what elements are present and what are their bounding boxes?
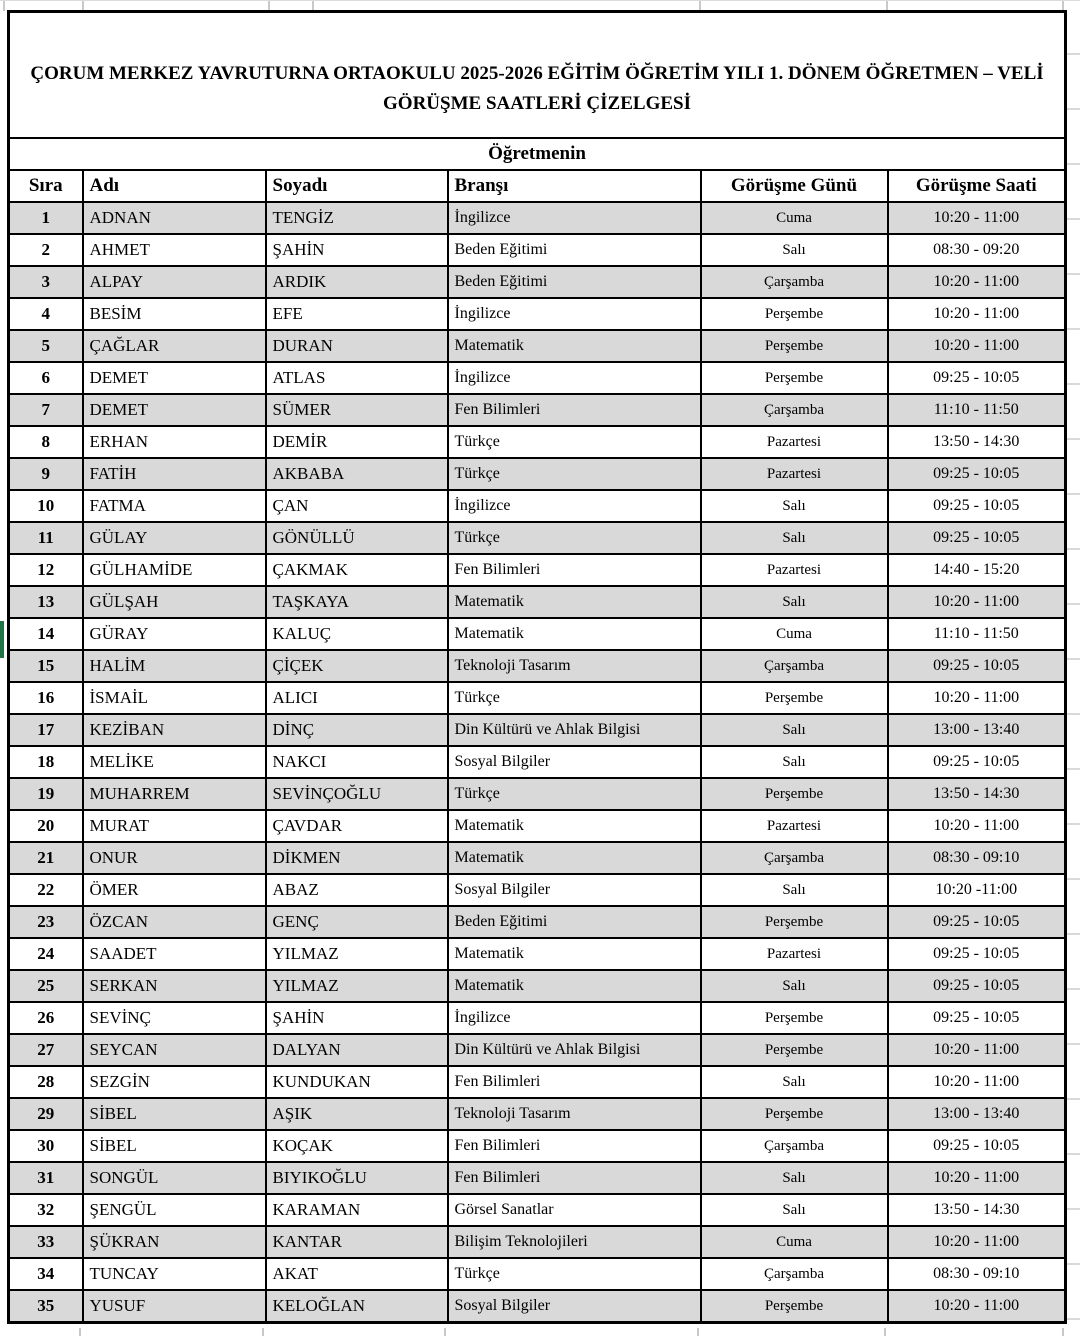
cell-gorusme-gunu: Pazartesi	[701, 458, 888, 490]
table-row	[9, 938, 1066, 970]
cell-soyadi: KANTAR	[266, 1226, 448, 1258]
cell-bransi: Matematik	[448, 970, 701, 1002]
cell-bransi: Türkçe	[448, 426, 701, 458]
cell-bransi: Fen Bilimleri	[448, 1066, 701, 1098]
cell-gorusme-saati: 08:30 - 09:10	[888, 1258, 1066, 1290]
cell-gorusme-gunu: Perşembe	[701, 1098, 888, 1130]
cell-sira: 26	[9, 1002, 83, 1034]
cell-bransi: Fen Bilimleri	[448, 554, 701, 586]
cell-sira: 18	[9, 746, 83, 778]
gridline	[444, 1328, 446, 1336]
cell-soyadi: DEMİR	[266, 426, 448, 458]
cell-adi: SEZGİN	[83, 1066, 266, 1098]
cell-bransi: Din Kültürü ve Ahlak Bilgisi	[448, 714, 701, 746]
cell-adi: TUNCAY	[83, 1258, 266, 1290]
cell-sira: 13	[9, 586, 83, 618]
table-row	[9, 650, 1066, 682]
cell-soyadi: TAŞKAYA	[266, 586, 448, 618]
cell-soyadi: ÇİÇEK	[266, 650, 448, 682]
table-row	[9, 618, 1066, 650]
cell-adi: SİBEL	[83, 1098, 266, 1130]
cell-gorusme-gunu: Çarşamba	[701, 842, 888, 874]
cell-soyadi: NAKCI	[266, 746, 448, 778]
table-row	[9, 970, 1066, 1002]
schedule-table-body	[9, 202, 1066, 1323]
cell-gorusme-saati: 09:25 - 10:05	[888, 1130, 1066, 1162]
cell-adi: ŞENGÜL	[83, 1194, 266, 1226]
title-row	[9, 12, 1066, 139]
cell-soyadi: ÇAKMAK	[266, 554, 448, 586]
cell-gorusme-saati: 09:25 - 10:05	[888, 746, 1066, 778]
cell-gorusme-gunu: Perşembe	[701, 682, 888, 714]
cell-sira: 3	[9, 266, 83, 298]
cell-sira: 2	[9, 234, 83, 266]
cell-gorusme-saati: 10:20 - 11:00	[888, 1226, 1066, 1258]
cell-gorusme-saati: 09:25 - 10:05	[888, 906, 1066, 938]
cell-sira: 31	[9, 1162, 83, 1194]
col-header-gorusme-saati: Görüşme Saati	[888, 170, 1066, 202]
cell-gorusme-gunu: Perşembe	[701, 298, 888, 330]
cell-bransi: Matematik	[448, 938, 701, 970]
gridline	[79, 1328, 81, 1336]
cell-sira: 28	[9, 1066, 83, 1098]
cell-gorusme-gunu: Salı	[701, 874, 888, 906]
cell-adi: ADNAN	[83, 202, 266, 234]
cell-gorusme-gunu: Perşembe	[701, 1034, 888, 1066]
cell-soyadi: AŞIK	[266, 1098, 448, 1130]
cell-bransi: Fen Bilimleri	[448, 1162, 701, 1194]
cell-sira: 12	[9, 554, 83, 586]
cell-gorusme-saati: 13:50 - 14:30	[888, 778, 1066, 810]
cell-adi: ALPAY	[83, 266, 266, 298]
cell-gorusme-gunu: Salı	[701, 970, 888, 1002]
table-row	[9, 1258, 1066, 1290]
table-row	[9, 778, 1066, 810]
cell-sira: 32	[9, 1194, 83, 1226]
cell-adi: ŞÜKRAN	[83, 1226, 266, 1258]
table-row	[9, 266, 1066, 298]
cell-soyadi: DİKMEN	[266, 842, 448, 874]
cell-gorusme-saati: 10:20 - 11:00	[888, 1034, 1066, 1066]
cell-soyadi: DALYAN	[266, 1034, 448, 1066]
cell-sira: 29	[9, 1098, 83, 1130]
cell-soyadi: TENGİZ	[266, 202, 448, 234]
cell-gorusme-saati: 09:25 - 10:05	[888, 362, 1066, 394]
cell-gorusme-gunu: Çarşamba	[701, 266, 888, 298]
cell-bransi: Matematik	[448, 586, 701, 618]
table-row	[9, 586, 1066, 618]
cell-gorusme-gunu: Perşembe	[701, 1290, 888, 1323]
cell-gorusme-gunu: Perşembe	[701, 362, 888, 394]
cell-bransi: Beden Eğitimi	[448, 266, 701, 298]
table-row	[9, 1194, 1066, 1226]
table-row	[9, 906, 1066, 938]
gridline	[1062, 1328, 1064, 1336]
cell-gorusme-gunu: Salı	[701, 1066, 888, 1098]
cell-bransi: Türkçe	[448, 1258, 701, 1290]
table-row	[9, 714, 1066, 746]
cell-soyadi: ATLAS	[266, 362, 448, 394]
cell-adi: MURAT	[83, 810, 266, 842]
table-row	[9, 490, 1066, 522]
table-row	[9, 810, 1066, 842]
cell-gorusme-saati: 13:50 - 14:30	[888, 1194, 1066, 1226]
cell-soyadi: ABAZ	[266, 874, 448, 906]
cell-sira: 17	[9, 714, 83, 746]
cell-sira: 14	[9, 618, 83, 650]
col-header-gorusme-gunu: Görüşme Günü	[701, 170, 888, 202]
cell-gorusme-gunu: Salı	[701, 234, 888, 266]
cell-gorusme-gunu: Salı	[701, 490, 888, 522]
cell-sira: 22	[9, 874, 83, 906]
cell-bransi: Türkçe	[448, 458, 701, 490]
gridline	[3, 1, 5, 11]
cell-sira: 15	[9, 650, 83, 682]
cell-gorusme-saati: 09:25 - 10:05	[888, 1002, 1066, 1034]
cell-adi: SEYCAN	[83, 1034, 266, 1066]
cell-gorusme-saati: 08:30 - 09:20	[888, 234, 1066, 266]
cell-soyadi: KUNDUKAN	[266, 1066, 448, 1098]
cell-soyadi: YILMAZ	[266, 938, 448, 970]
cell-soyadi: DİNÇ	[266, 714, 448, 746]
table-row	[9, 234, 1066, 266]
cell-sira: 21	[9, 842, 83, 874]
cell-adi: ÖZCAN	[83, 906, 266, 938]
page-title	[9, 12, 1066, 139]
cell-sira: 33	[9, 1226, 83, 1258]
cell-gorusme-gunu: Salı	[701, 746, 888, 778]
teacher-schedule-table	[7, 10, 1067, 1324]
cell-sira: 5	[9, 330, 83, 362]
cell-soyadi: BIYIKOĞLU	[266, 1162, 448, 1194]
table-row	[9, 362, 1066, 394]
table-row	[9, 682, 1066, 714]
cell-adi: KEZİBAN	[83, 714, 266, 746]
cell-sira: 11	[9, 522, 83, 554]
cell-soyadi: ÇAN	[266, 490, 448, 522]
cell-gorusme-gunu: Salı	[701, 714, 888, 746]
cell-bransi: Teknoloji Tasarım	[448, 1098, 701, 1130]
cell-sira: 6	[9, 362, 83, 394]
cell-adi: AHMET	[83, 234, 266, 266]
cell-adi: DEMET	[83, 362, 266, 394]
table-row	[9, 1130, 1066, 1162]
cell-soyadi: GENÇ	[266, 906, 448, 938]
cell-gorusme-gunu: Pazartesi	[701, 810, 888, 842]
cell-gorusme-saati: 09:25 - 10:05	[888, 522, 1066, 554]
cell-gorusme-gunu: Perşembe	[701, 906, 888, 938]
cell-sira: 19	[9, 778, 83, 810]
cell-gorusme-saati: 10:20 - 11:00	[888, 298, 1066, 330]
cell-gorusme-gunu: Çarşamba	[701, 650, 888, 682]
partial-next-row	[7, 1328, 1064, 1336]
cell-gorusme-saati: 14:40 - 15:20	[888, 554, 1066, 586]
table-row	[9, 874, 1066, 906]
cell-bransi: Fen Bilimleri	[448, 1130, 701, 1162]
cell-adi: ÖMER	[83, 874, 266, 906]
cell-soyadi: ARDIK	[266, 266, 448, 298]
cell-soyadi: YILMAZ	[266, 970, 448, 1002]
table-row	[9, 1226, 1066, 1258]
cell-adi: YUSUF	[83, 1290, 266, 1323]
cell-soyadi: EFE	[266, 298, 448, 330]
cell-bransi: Görsel Sanatlar	[448, 1194, 701, 1226]
cell-bransi: İngilizce	[448, 202, 701, 234]
cell-adi: SONGÜL	[83, 1162, 266, 1194]
cell-gorusme-saati: 10:20 - 11:00	[888, 682, 1066, 714]
cell-soyadi: AKAT	[266, 1258, 448, 1290]
cell-gorusme-gunu: Salı	[701, 522, 888, 554]
cell-sira: 4	[9, 298, 83, 330]
cell-gorusme-gunu: Pazartesi	[701, 426, 888, 458]
cell-bransi: Matematik	[448, 330, 701, 362]
gridline	[697, 1328, 699, 1336]
cell-adi: BESİM	[83, 298, 266, 330]
cell-soyadi: SEVİNÇOĞLU	[266, 778, 448, 810]
cell-adi: GÜLAY	[83, 522, 266, 554]
cell-adi: İSMAİL	[83, 682, 266, 714]
cell-gorusme-saati: 13:50 - 14:30	[888, 426, 1066, 458]
table-row	[9, 458, 1066, 490]
table-row	[9, 554, 1066, 586]
cell-gorusme-saati: 08:30 - 09:10	[888, 842, 1066, 874]
table-row	[9, 746, 1066, 778]
cell-bransi: Matematik	[448, 618, 701, 650]
cell-bransi: İngilizce	[448, 362, 701, 394]
cell-bransi: Teknoloji Tasarım	[448, 650, 701, 682]
cell-gorusme-saati: 10:20 - 11:00	[888, 1066, 1066, 1098]
cell-adi: SEVİNÇ	[83, 1002, 266, 1034]
cell-adi: ÇAĞLAR	[83, 330, 266, 362]
table-row	[9, 394, 1066, 426]
cell-adi: DEMET	[83, 394, 266, 426]
cell-bransi: Sosyal Bilgiler	[448, 874, 701, 906]
cell-sira: 25	[9, 970, 83, 1002]
cell-bransi: Din Kültürü ve Ahlak Bilgisi	[448, 1034, 701, 1066]
cell-gorusme-gunu: Perşembe	[701, 778, 888, 810]
group-header-row	[9, 138, 1066, 170]
cell-bransi: Türkçe	[448, 778, 701, 810]
cell-gorusme-saati: 13:00 - 13:40	[888, 714, 1066, 746]
cell-adi: ERHAN	[83, 426, 266, 458]
cell-soyadi: ALICI	[266, 682, 448, 714]
page-title-line2: GÖRÜŞME SAATLERİ ÇİZELGESİ	[383, 93, 691, 114]
cell-soyadi: KARAMAN	[266, 1194, 448, 1226]
cell-gorusme-gunu: Çarşamba	[701, 1130, 888, 1162]
cell-sira: 7	[9, 394, 83, 426]
table-row	[9, 426, 1066, 458]
gridline	[262, 1328, 264, 1336]
cell-bransi: Bilişim Teknolojileri	[448, 1226, 701, 1258]
gridline	[884, 1328, 886, 1336]
cell-gorusme-gunu: Cuma	[701, 618, 888, 650]
cell-gorusme-saati: 11:10 - 11:50	[888, 394, 1066, 426]
cell-gorusme-gunu: Pazartesi	[701, 938, 888, 970]
cell-sira: 34	[9, 1258, 83, 1290]
selected-cell-indicator	[0, 621, 4, 658]
cell-gorusme-saati: 09:25 - 10:05	[888, 490, 1066, 522]
cell-sira: 9	[9, 458, 83, 490]
cell-gorusme-saati: 10:20 - 11:00	[888, 586, 1066, 618]
cell-adi: ONUR	[83, 842, 266, 874]
cell-gorusme-gunu: Salı	[701, 586, 888, 618]
cell-sira: 1	[9, 202, 83, 234]
cell-sira: 23	[9, 906, 83, 938]
table-row	[9, 522, 1066, 554]
col-header-adi: Adı	[83, 170, 266, 202]
cell-gorusme-gunu: Pazartesi	[701, 554, 888, 586]
cell-sira: 8	[9, 426, 83, 458]
cell-bransi: Beden Eğitimi	[448, 234, 701, 266]
table-row	[9, 202, 1066, 234]
cell-gorusme-saati: 10:20 - 11:00	[888, 330, 1066, 362]
cell-gorusme-saati: 09:25 - 10:05	[888, 458, 1066, 490]
col-header-soyadi: Soyadı	[266, 170, 448, 202]
cell-gorusme-gunu: Perşembe	[701, 1002, 888, 1034]
table-row	[9, 1002, 1066, 1034]
cell-gorusme-saati: 09:25 - 10:05	[888, 938, 1066, 970]
cell-gorusme-saati: 10:20 - 11:00	[888, 266, 1066, 298]
table-row	[9, 1290, 1066, 1323]
cell-gorusme-saati: 10:20 -11:00	[888, 874, 1066, 906]
cell-bransi: Sosyal Bilgiler	[448, 1290, 701, 1323]
cell-gorusme-gunu: Çarşamba	[701, 1258, 888, 1290]
cell-adi: FATMA	[83, 490, 266, 522]
cell-adi: SAADET	[83, 938, 266, 970]
cell-bransi: İngilizce	[448, 1002, 701, 1034]
col-header-bransi: Branşı	[448, 170, 701, 202]
cell-adi: SERKAN	[83, 970, 266, 1002]
cell-gorusme-saati: 09:25 - 10:05	[888, 650, 1066, 682]
cell-sira: 24	[9, 938, 83, 970]
table-row	[9, 842, 1066, 874]
cell-gorusme-saati: 10:20 - 11:00	[888, 810, 1066, 842]
table-row	[9, 1162, 1066, 1194]
cell-sira: 27	[9, 1034, 83, 1066]
table-row	[9, 1034, 1066, 1066]
cell-gorusme-saati: 13:00 - 13:40	[888, 1098, 1066, 1130]
cell-bransi: Sosyal Bilgiler	[448, 746, 701, 778]
cell-soyadi: GÖNÜLLÜ	[266, 522, 448, 554]
cell-gorusme-gunu: Salı	[701, 1194, 888, 1226]
cell-gorusme-saati: 10:20 - 11:00	[888, 1290, 1066, 1323]
cell-sira: 20	[9, 810, 83, 842]
table-row	[9, 298, 1066, 330]
cell-soyadi: SÜMER	[266, 394, 448, 426]
column-header-row	[9, 170, 1066, 202]
cell-adi: GÜRAY	[83, 618, 266, 650]
cell-bransi: Beden Eğitimi	[448, 906, 701, 938]
group-header-ogretmenin: Öğretmenin	[9, 138, 1066, 170]
cell-bransi: İngilizce	[448, 298, 701, 330]
cell-bransi: İngilizce	[448, 490, 701, 522]
cell-gorusme-gunu: Çarşamba	[701, 394, 888, 426]
cell-soyadi: AKBABA	[266, 458, 448, 490]
cell-sira: 16	[9, 682, 83, 714]
cell-gorusme-saati: 10:20 - 11:00	[888, 1162, 1066, 1194]
cell-soyadi: KALUÇ	[266, 618, 448, 650]
cell-sira: 30	[9, 1130, 83, 1162]
cell-soyadi: KELOĞLAN	[266, 1290, 448, 1323]
cell-soyadi: ÇAVDAR	[266, 810, 448, 842]
cell-adi: GÜLHAMİDE	[83, 554, 266, 586]
cell-adi: FATİH	[83, 458, 266, 490]
cell-bransi: Türkçe	[448, 522, 701, 554]
cell-soyadi: KOÇAK	[266, 1130, 448, 1162]
cell-sira: 10	[9, 490, 83, 522]
col-header-sira: Sıra	[9, 170, 83, 202]
cell-bransi: Türkçe	[448, 682, 701, 714]
cell-bransi: Fen Bilimleri	[448, 394, 701, 426]
cell-adi: MUHARREM	[83, 778, 266, 810]
cell-gorusme-saati: 10:20 - 11:00	[888, 202, 1066, 234]
cell-adi: MELİKE	[83, 746, 266, 778]
table-row	[9, 330, 1066, 362]
cell-gorusme-gunu: Cuma	[701, 1226, 888, 1258]
cell-gorusme-saati: 11:10 - 11:50	[888, 618, 1066, 650]
cell-adi: GÜLŞAH	[83, 586, 266, 618]
cell-adi: SİBEL	[83, 1130, 266, 1162]
table-row	[9, 1066, 1066, 1098]
cell-bransi: Matematik	[448, 810, 701, 842]
page-title-line1: ÇORUM MERKEZ YAVRUTURNA ORTAOKULU 2025-2026 EĞİTİM ÖĞRETİM YILI 1. DÖNEM ÖĞRETMEN – VELİ	[30, 63, 1044, 84]
cell-sira: 35	[9, 1290, 83, 1323]
cell-bransi: Matematik	[448, 842, 701, 874]
cell-gorusme-gunu: Cuma	[701, 202, 888, 234]
cell-gorusme-gunu: Perşembe	[701, 330, 888, 362]
cell-gorusme-saati: 09:25 - 10:05	[888, 970, 1066, 1002]
cell-adi: HALİM	[83, 650, 266, 682]
cell-gorusme-gunu: Salı	[701, 1162, 888, 1194]
cell-soyadi: ŞAHİN	[266, 234, 448, 266]
table-row	[9, 1098, 1066, 1130]
cell-soyadi: DURAN	[266, 330, 448, 362]
cell-soyadi: ŞAHİN	[266, 1002, 448, 1034]
